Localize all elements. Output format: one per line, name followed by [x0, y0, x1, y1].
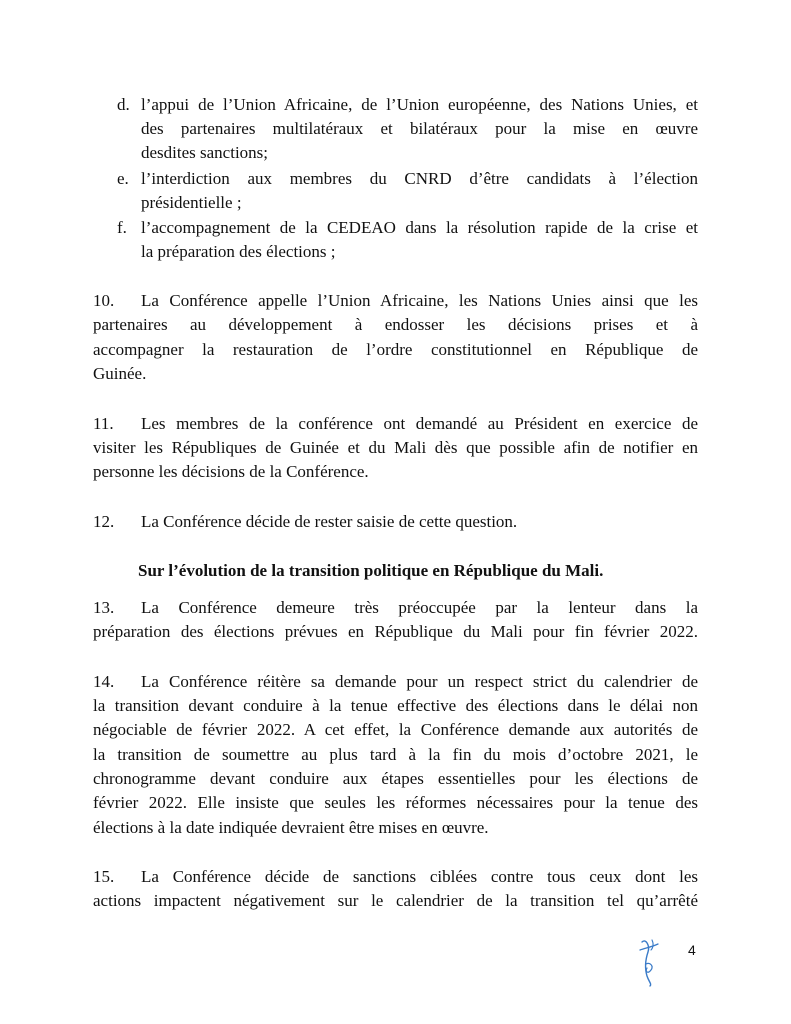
- list-item-line: l’accompagnement de la CEDEAO dans la résolution rapide de la crise et: [141, 218, 698, 237]
- paragraph-line: personne les décisions de la Conférence.: [93, 462, 369, 481]
- paragraph-line: accompagner la restauration de l’ordre constitutionnel en République de: [93, 340, 698, 359]
- paragraph-line: La Conférence réitère sa demande pour un respect strict du calendrier de: [141, 672, 698, 691]
- list-marker: e.: [117, 169, 129, 188]
- list-item-line: présidentielle ;: [141, 193, 242, 212]
- paragraph-line: Guinée.: [93, 364, 147, 383]
- paragraph-line: négociable de février 2022. A cet effet, la Conférence demande aux autorités de: [93, 720, 698, 739]
- paragraph-line: La Conférence demeure très préoccupée par la lenteur dans la: [141, 598, 698, 617]
- paragraph-number: 12.: [93, 512, 115, 531]
- section-heading: Sur l’évolution de la transition politique en République du Mali.: [138, 561, 604, 580]
- paragraph-line: partenaires au développement à endosser les décisions prises et à: [93, 315, 698, 334]
- handwritten-initials-icon: [636, 936, 662, 988]
- paragraph-line: La Conférence appelle l’Union Africaine, les Nations Unies ainsi que les: [141, 291, 698, 310]
- paragraph-number: 15.: [93, 867, 115, 886]
- page-number: 4: [688, 942, 696, 958]
- list-item-line: desdites sanctions;: [141, 143, 269, 162]
- paragraph-line: la transition devant conduire à la tenue effective des élections dans le délai non: [93, 696, 698, 715]
- list-marker: d.: [117, 95, 130, 114]
- paragraph-line: février 2022. Elle insiste que seules les réformes nécessaires pour la tenue des: [93, 793, 698, 812]
- list-item-line: l’appui de l’Union Africaine, de l’Union européenne, des Nations Unies, et: [141, 95, 698, 114]
- paragraph-line: actions impactent négativement sur le calendrier de la transition tel qu’arrêté: [93, 891, 698, 910]
- paragraph-line: élections à la date indiquée devraient être mises en œuvre.: [93, 818, 489, 837]
- paragraph-line: visiter les Républiques de Guinée et du Mali dès que possible afin de notifier en: [93, 438, 698, 457]
- paragraph-line: préparation des élections prévues en République du Mali pour fin février 2022.: [93, 622, 698, 641]
- paragraph-line: La Conférence décide de sanctions ciblées contre tous ceux dont les: [141, 867, 698, 886]
- paragraph-number: 13.: [93, 598, 115, 617]
- paragraph-number: 14.: [93, 672, 115, 691]
- paragraph-line: la transition de soumettre au plus tard à la fin du mois d’octobre 2021, le: [93, 745, 698, 764]
- list-marker: f.: [117, 218, 127, 237]
- list-item-line: des partenaires multilatéraux et bilatéraux pour la mise en œuvre: [141, 119, 698, 138]
- paragraph-line: La Conférence décide de rester saisie de cette question.: [141, 512, 518, 531]
- list-item-line: la préparation des élections ;: [141, 242, 336, 261]
- list-item-line: l’interdiction aux membres du CNRD d’être candidats à l’élection: [141, 169, 698, 188]
- paragraph-number: 11.: [93, 414, 114, 433]
- paragraph-line: Les membres de la conférence ont demandé au Président en exercice de: [141, 414, 698, 433]
- paragraph-number: 10.: [93, 291, 115, 310]
- paragraph-line: chronogramme devant conduire aux étapes essentielles pour les élections de: [93, 769, 698, 788]
